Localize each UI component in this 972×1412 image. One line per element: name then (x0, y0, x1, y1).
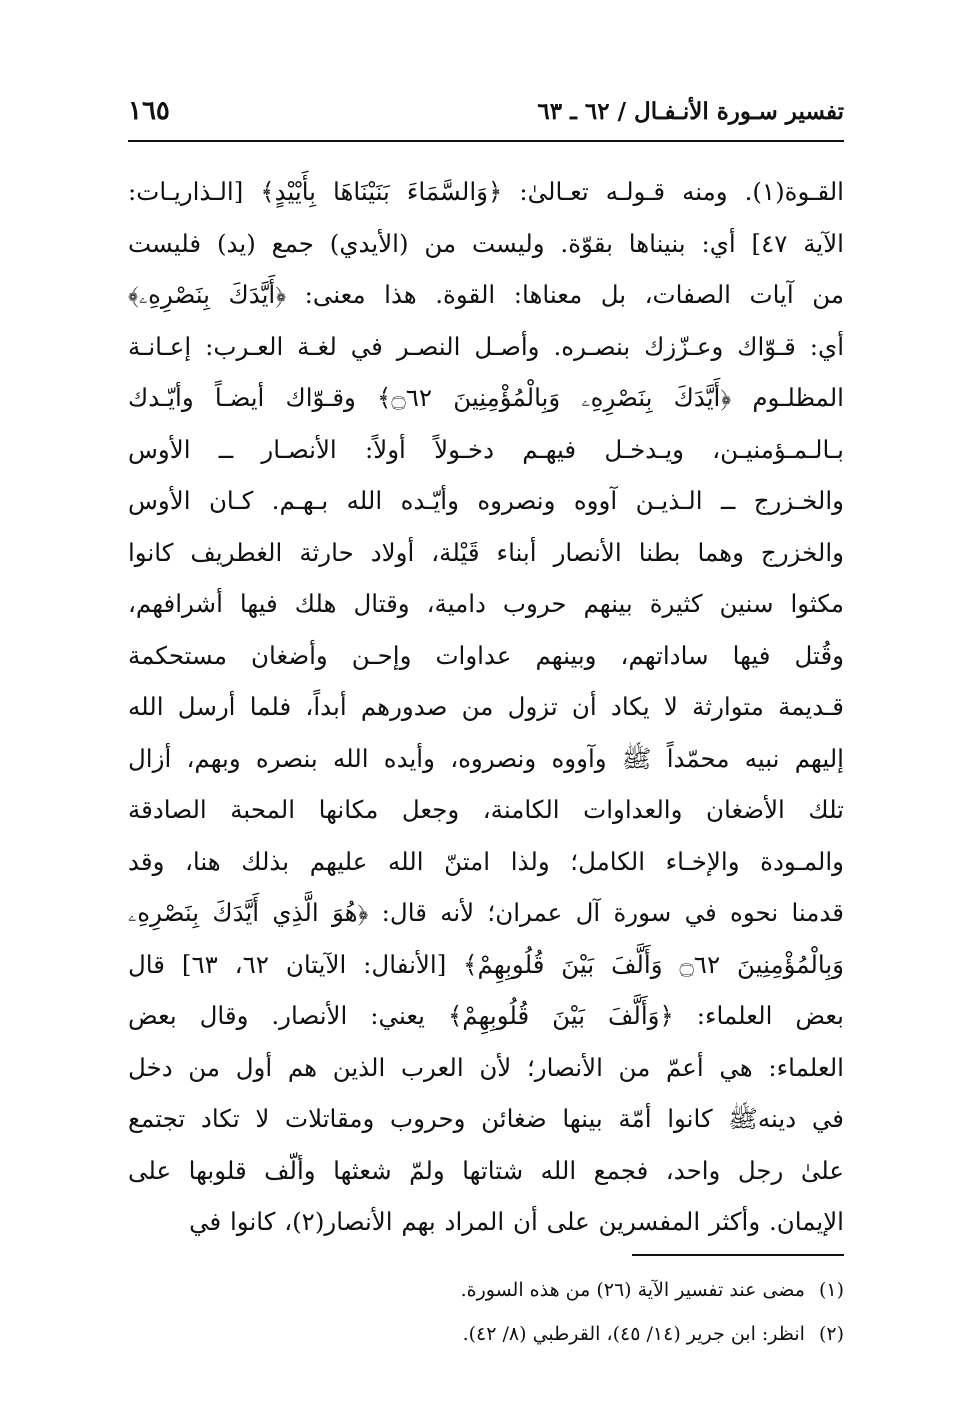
text-line: الآية ٤٧] أي: بنيناها بقوّة. وليست من (الأيدي) جمع (يد) فليست (128, 228, 844, 258)
footnote-text: انظر: ابن جرير (١٤/ ٤٥)، القرطبي (٨/ ٤٢). (462, 1323, 805, 1345)
text-line: العلماء: هي أعمّ من الأنصار؛ لأن العرب الذين هم أول من دخل (128, 1052, 844, 1082)
footnote-number: (٢) (818, 1323, 844, 1345)
footnote-divider (632, 1254, 844, 1256)
text-line: القـوة(١). ومنه قـولـه تعـالىٰ: ﴿وَالسَّمَاءَ بَنَيْنَاهَا بِأَيْيْدٍ﴾ [الـذاريـات: (128, 177, 844, 206)
text-line: من آيات الصفات، بل معناها: القوة. هذا معنى: ﴿أَيَّدَكَ بِنَصْرِهِۦ﴾ (128, 280, 844, 309)
body-text (128, 166, 844, 1248)
text-line: مكثوا سنين كثيرة بينهم حروب دامية، وقتال هلك فيها أشرافهم، (128, 589, 844, 618)
text-line: والخزرج وهما بطنا الأنصار أبناء قَيْلة، أولاد حارثة الغطريف كانوا (128, 537, 844, 567)
footnotes (128, 1268, 844, 1356)
footnote-text: مضى عند تفسير الآية (٢٦) من هذه السورة. (460, 1279, 805, 1301)
footnote-1 (128, 1268, 844, 1312)
text-line: إليهم نبيه محمّداً ﷺ وآووه ونصروه، وأيده الله بنصره وبهم، أزال (128, 743, 844, 773)
text-line: بـالـمـؤمنيـن، ويـدخـل فيهـم دخـولاً أولاً: الأنصـار ــ الأوس (128, 434, 844, 464)
text-line: في دينهﷺ كانوا أمّة بينها ضغائن وحروب ومقاتلات لا تكاد تجتمع (128, 1104, 844, 1133)
footnote-2 (128, 1312, 844, 1356)
text-line: وقُتل فيها ساداتهم، وبينهم عداوات وإحـن وأضغان مستحكمة (128, 640, 844, 670)
footnote-number: (١) (818, 1279, 844, 1301)
page-number: ١٦٥ (128, 96, 170, 126)
text-line: والمـودة والإخـاء الكامل؛ ولذا امتنّ الله عليهم بذلك هنا، وقد (128, 846, 844, 876)
text-line: والخـزرج ــ الـذيـن آووه ونصروه وأيّـده الله بـهـم. كـان الأوس (128, 486, 844, 515)
text-line: أي: قـوّاك وعـزّزك بنصـره. وأصـل النصـر في لغـة العـرب: إعـانـة (128, 331, 844, 361)
text-line: بعض العلماء: ﴿وَأَلَّفَ بَيْنَ قُلُوبِهِمْ﴾ يعني: الأنصار. وقال بعض (128, 1001, 844, 1030)
text-line: المظلـوم ﴿أَيَّدَكَ بِنَصْرِهِۦ وَبِالْمُؤْمِنِينَ ۝٦٢﴾ وقـوّاك أيضـاً وأيّـدك (128, 383, 844, 412)
text-line: قدمنا نحوه في سورة آل عمران؛ لأنه قال: ﴿هُوَ الَّذِي أَيَّدَكَ بِنَصْرِهِۦ (128, 898, 844, 927)
text-line: تلك الأضغان والعداوات الكامنة، وجعل مكانها المحبة الصادقة (128, 795, 844, 824)
text-line: علىٰ رجل واحد، فجمع الله شتاتها ولمّ شعثها وألّف قلوبها على (128, 1155, 844, 1185)
text-line: وَبِالْمُؤْمِنِينَ ۝٦٢ وَأَلَّفَ بَيْنَ قُلُوبِهِمْ﴾ [الأنفال: الآيتان ٦٢، ٦٣] قال (128, 949, 844, 979)
running-title: تفسير سـورة الأنـفـال / ٦٢ ـ ٦٣ (537, 98, 844, 125)
text-line: الإيمان. وأكثر المفسرين على أن المراد بهم الأنصار(٢)، كانوا في (189, 1207, 844, 1236)
page-header (128, 96, 844, 142)
text-line: قـديمة متوارثة لا يكاد أن تزول من صدورهم أبداً، فلما أرسل الله (128, 692, 844, 721)
